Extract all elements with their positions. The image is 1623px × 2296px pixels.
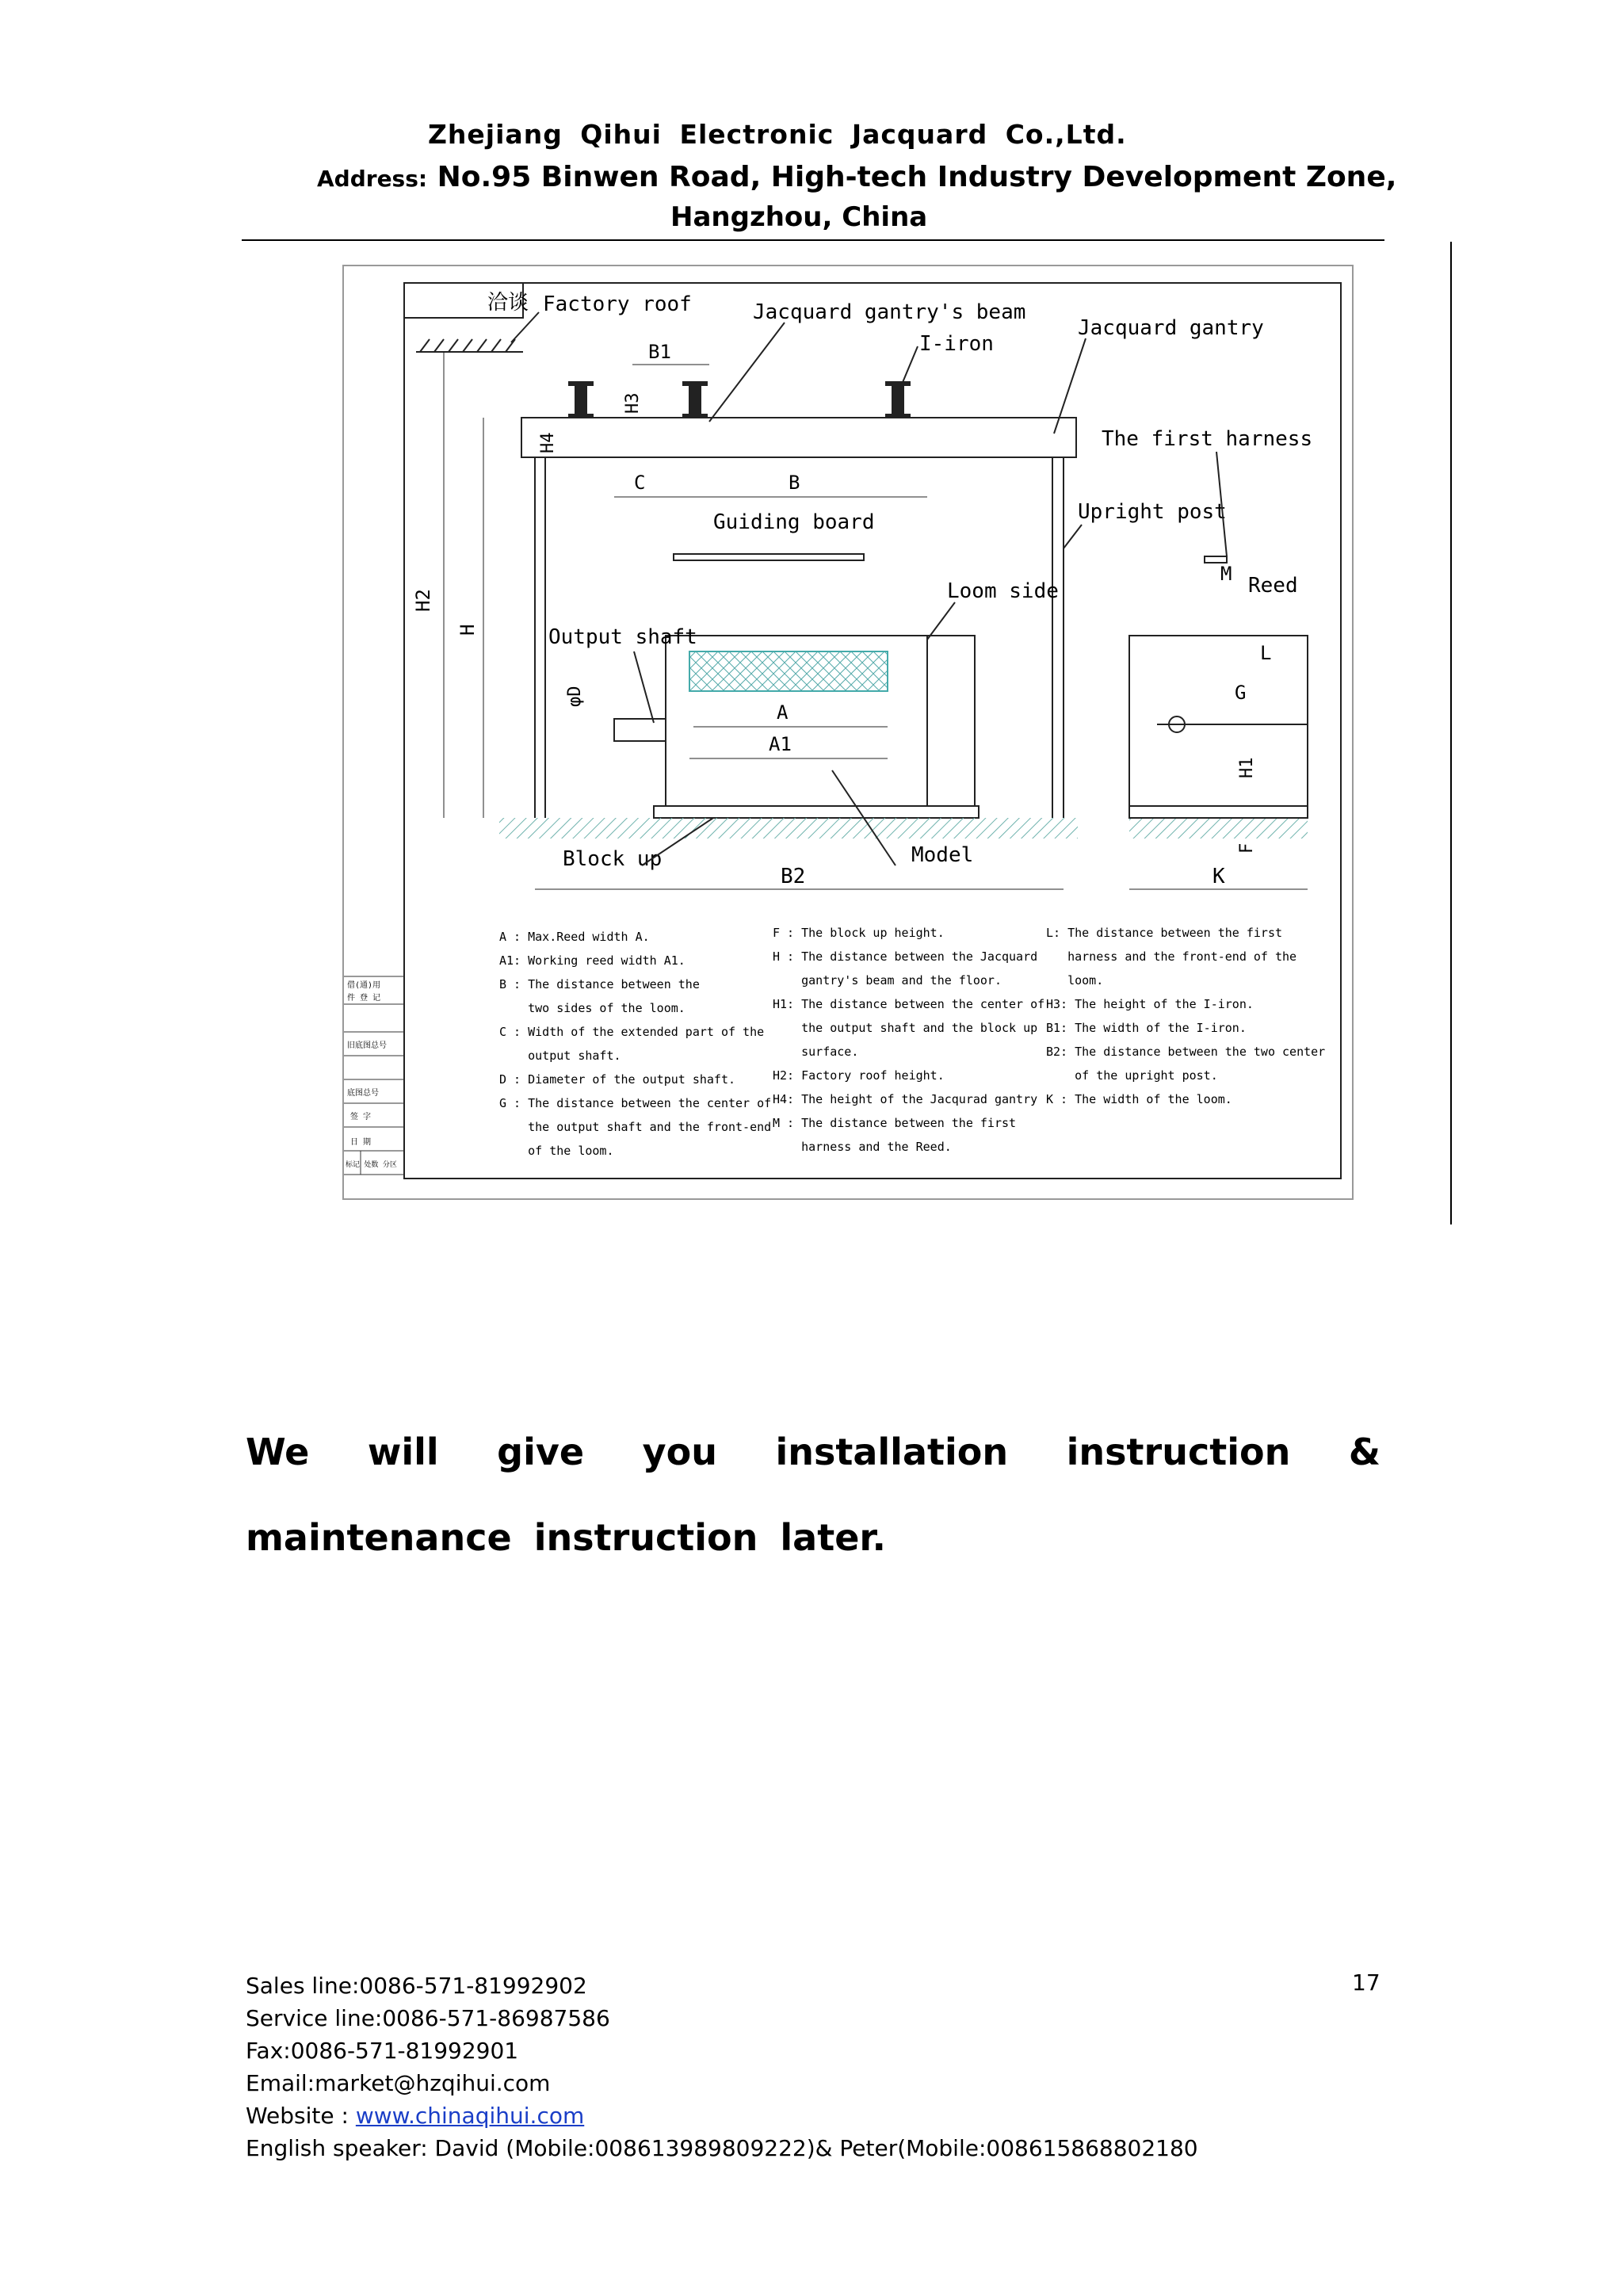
legend-line: of the upright post. bbox=[1046, 1068, 1218, 1083]
dim-h: H bbox=[456, 624, 479, 636]
legend-line: two sides of the loom. bbox=[499, 1001, 685, 1015]
installation-statement: We will give you installation instruction & maintenance instruction later. bbox=[246, 1431, 1381, 1559]
legend-line: G : The distance between the center of bbox=[499, 1096, 772, 1110]
website-label: Website : bbox=[246, 2103, 356, 2129]
website-line bbox=[246, 2099, 1198, 2132]
legend-line: harness and the Reed. bbox=[773, 1140, 952, 1154]
address-label: Address: bbox=[317, 166, 428, 192]
label-upright-post: Upright post bbox=[1078, 500, 1227, 524]
legend-line: H2: Factory roof height. bbox=[773, 1068, 945, 1083]
dim-f: F bbox=[1237, 842, 1257, 854]
page-number: 17 bbox=[1352, 1969, 1381, 1996]
dim-c: C bbox=[634, 472, 646, 494]
legend-line: A : Max.Reed width A. bbox=[499, 930, 650, 944]
legend-line: K : The width of the loom. bbox=[1046, 1092, 1232, 1106]
legend-line: B1: The width of the I-iron. bbox=[1046, 1021, 1247, 1035]
legend-line: output shaft. bbox=[499, 1049, 621, 1063]
legend-line: loom. bbox=[1046, 973, 1104, 988]
legend-line: H3: The height of the I-iron. bbox=[1046, 997, 1254, 1011]
legend-line: H1: The distance between the center of bbox=[773, 997, 1045, 1011]
sidebar-cell: 借(通)用 bbox=[347, 981, 381, 990]
dim-h2: H2 bbox=[412, 589, 434, 612]
label-loom-side: Loom side bbox=[947, 579, 1059, 603]
output-shaft bbox=[614, 719, 666, 741]
address-line-2: Hangzhou, China bbox=[670, 201, 928, 233]
dim-g: G bbox=[1235, 682, 1247, 704]
legend-col-2 bbox=[773, 926, 1044, 1154]
sidebar-cell: 签 字 bbox=[350, 1113, 372, 1121]
legend-line: H : The distance between the Jacquard bbox=[773, 949, 1038, 964]
loom-installation-drawing bbox=[341, 263, 1355, 1201]
company-name: Zhejiang Qihui Electronic Jacquard Co.,Ltd. bbox=[428, 119, 1127, 150]
dim-k: K bbox=[1212, 865, 1225, 888]
sidebar-cell: 旧底图总号 bbox=[347, 1041, 387, 1050]
sidebar-cell: 标记 处数 分区 bbox=[346, 1161, 397, 1169]
dim-b1: B1 bbox=[648, 341, 671, 363]
legend-line: D : Diameter of the output shaft. bbox=[499, 1072, 736, 1087]
corner-title: 洽谈 bbox=[487, 291, 529, 315]
label-guiding-board: Guiding board bbox=[713, 510, 875, 534]
legend-col-1 bbox=[499, 930, 771, 1158]
label-gantry: Jacquard gantry bbox=[1078, 316, 1264, 340]
dim-h1: H1 bbox=[1237, 757, 1257, 778]
dim-b: B bbox=[789, 472, 800, 494]
floor-hatch bbox=[499, 818, 1078, 839]
sidebar-table bbox=[344, 976, 404, 1175]
label-block-up: Block up bbox=[563, 847, 663, 871]
legend-line: B2: The distance between the two center bbox=[1046, 1045, 1326, 1059]
service-line: Service line:0086-571-86987586 bbox=[246, 2005, 610, 2031]
dim-h4: H4 bbox=[538, 432, 558, 453]
header-rule bbox=[242, 239, 1384, 241]
outer-frame bbox=[343, 266, 1353, 1199]
address-text: No.95 Binwen Road, High-tech Industry Development Zone, bbox=[437, 161, 1397, 193]
legend-line: the output shaft and the front-end bbox=[499, 1120, 772, 1134]
legend-line: A1: Working reed width A1. bbox=[499, 953, 685, 968]
margin-bar bbox=[1450, 242, 1452, 1224]
dim-a: A bbox=[777, 701, 789, 724]
english-speaker-line: English speaker: David (Mobile:008613989809222)& Peter(Mobile:008615868802180 bbox=[246, 2135, 1198, 2161]
legend-line: C : Width of the extended part of the bbox=[499, 1025, 765, 1039]
sidebar-cell: 日 期 bbox=[350, 1138, 372, 1147]
dim-m: M bbox=[1220, 563, 1232, 585]
website-link[interactable]: www.chinaqihui.com bbox=[355, 2103, 585, 2129]
legend-line: the output shaft and the block up bbox=[773, 1021, 1038, 1035]
address-line-1 bbox=[317, 161, 1396, 193]
label-gantry-beam: Jacquard gantry's beam bbox=[753, 300, 1026, 324]
legend-line: surface. bbox=[773, 1045, 859, 1059]
sales-line: Sales line:0086-571-81992902 bbox=[246, 1973, 587, 1999]
i-irons bbox=[569, 382, 910, 418]
label-i-iron: I-iron bbox=[919, 332, 994, 356]
sidebar-cell: 件 登 记 bbox=[347, 994, 381, 1003]
label-reed: Reed bbox=[1248, 574, 1298, 598]
label-model: Model bbox=[911, 843, 974, 867]
guiding-board bbox=[674, 554, 864, 560]
label-first-harness: The first harness bbox=[1102, 427, 1313, 451]
legend-line: F : The block up height. bbox=[773, 926, 945, 940]
legend-col-3 bbox=[1046, 926, 1325, 1106]
dim-h3: H3 bbox=[623, 392, 643, 414]
dim-b2: B2 bbox=[781, 865, 806, 888]
label-output-shaft: Output shaft bbox=[548, 625, 697, 649]
legend-line: B : The distance between the bbox=[499, 977, 700, 991]
legend-line: of the loom. bbox=[499, 1144, 614, 1158]
legend-line: M : The distance between the first bbox=[773, 1116, 1017, 1130]
page-footer bbox=[246, 1969, 1198, 2164]
floor-hatch-side bbox=[1129, 818, 1308, 839]
legend-line: H4: The height of the Jacqurad gantry bbox=[773, 1092, 1038, 1106]
legend-line: harness and the front-end of the bbox=[1046, 949, 1297, 964]
label-factory-roof: Factory roof bbox=[543, 292, 692, 316]
dim-phid: φD bbox=[565, 686, 585, 707]
fax-line: Fax:0086-571-81992901 bbox=[246, 2038, 519, 2064]
legend-line: gantry's beam and the floor. bbox=[773, 973, 1002, 988]
dim-l: L bbox=[1260, 642, 1272, 664]
legend-line: L: The distance between the first bbox=[1046, 926, 1283, 940]
dim-a1: A1 bbox=[769, 733, 792, 755]
sidebar-cell: 底图总号 bbox=[347, 1089, 379, 1098]
email-line: Email:market@hzqihui.com bbox=[246, 2070, 551, 2096]
